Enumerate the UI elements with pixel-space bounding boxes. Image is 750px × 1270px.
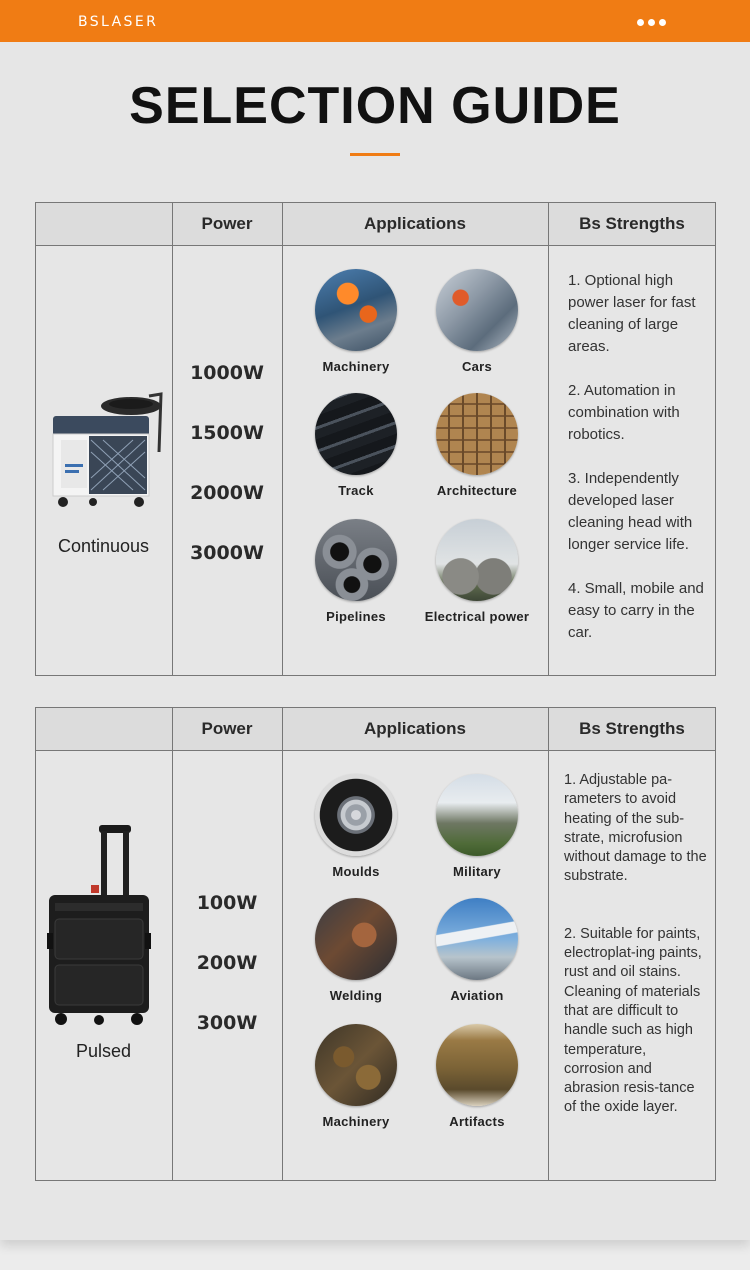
military-photo (436, 774, 518, 856)
strength-item: 1. Optional high power laser for fast cleaning of large areas. (568, 272, 696, 355)
brand-logo[interactable]: BSLASER (78, 14, 159, 30)
track-photo (315, 393, 397, 475)
application-machinery: Machinery (301, 269, 411, 374)
application-architecture: Architecture (422, 393, 532, 498)
mode-label-continuous: Continuous (57, 536, 150, 556)
application-cars: Cars (422, 269, 532, 374)
application-artifacts: Artifacts (422, 1024, 532, 1129)
mode-label-pulsed: Pulsed (75, 1041, 132, 1061)
aviation-photo (436, 898, 518, 980)
power-list-pulsed (172, 893, 282, 1073)
application-aviation: Aviation (422, 898, 532, 1003)
power-option: 1000W (190, 362, 264, 384)
page-title: SELECTION GUIDE (129, 77, 621, 135)
strength-item: 3. Independently developed laser cleaning head with longer service life. (568, 470, 693, 553)
column-header-applications: Applications (363, 214, 466, 233)
power-option: 200W (196, 952, 258, 974)
pipelines-photo (315, 519, 397, 601)
continuous-laser-machine-image (49, 390, 165, 514)
strength-item: 2. Suitable for paints, electroplat-ing paints, rust and oil stains. Cleaning of materials that are difficult to handle such as high temperature, corrosion and abrasion resis-tance of the oxide layer. (564, 925, 702, 1116)
application-moulds: Moulds (301, 774, 411, 879)
machinery-photo (315, 269, 397, 351)
strength-item: 1. Adjustable pa-rameters to avoid heating of the sub-strate, microfusion without damage to the substrate. (564, 772, 707, 885)
power-option: 300W (196, 1012, 258, 1034)
application-track: Track (301, 393, 411, 498)
top-bar (0, 0, 750, 42)
selection-table-pulsed (35, 707, 716, 1181)
welding-photo (315, 898, 397, 980)
column-header-applications: Applications (363, 719, 466, 738)
application-pipelines: Pipelines (301, 519, 411, 624)
strength-item: 4. Small, mobile and easy to carry in the car. (568, 580, 704, 641)
power-option: 100W (196, 892, 258, 914)
strength-item: 2. Automation in combination with robotics. (568, 382, 680, 443)
power-option: 1500W (190, 422, 264, 444)
artifacts-photo (436, 1024, 518, 1106)
pulsed-laser-machine-image (47, 823, 151, 1029)
title-underline (350, 153, 400, 156)
machinery-2-photo (315, 1024, 397, 1106)
electrical-power-photo (436, 519, 518, 601)
application-machinery-2: Machinery (301, 1024, 411, 1129)
cars-photo (436, 269, 518, 351)
strengths-list-continuous (568, 270, 708, 666)
column-header-strengths: Bs Strengths (579, 214, 685, 233)
application-electrical-power: Electrical power (409, 519, 545, 624)
more-dots-icon[interactable] (637, 19, 666, 26)
architecture-photo (436, 393, 518, 475)
column-header-strengths: Bs Strengths (579, 719, 685, 738)
strengths-list-pulsed (564, 771, 708, 1156)
power-list-continuous (172, 363, 282, 603)
application-welding: Welding (301, 898, 411, 1003)
power-option: 2000W (190, 482, 264, 504)
selection-table-continuous (35, 202, 716, 676)
column-header-power: Power (201, 214, 253, 233)
application-military: Military (422, 774, 532, 879)
moulds-photo (315, 774, 397, 856)
column-header-power: Power (201, 719, 253, 738)
power-option: 3000W (190, 542, 264, 564)
